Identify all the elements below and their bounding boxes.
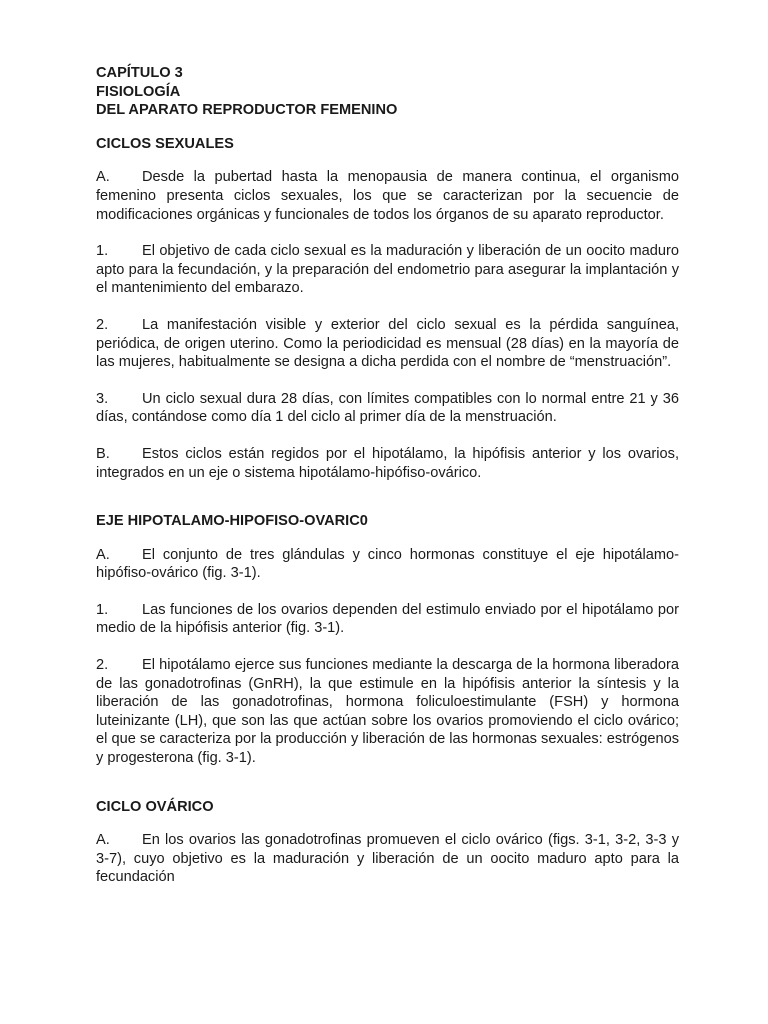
paragraph-text: El conjunto de tres glándulas y cinco hormonas constituye el eje hipotálamo-hipófiso-ovárico (fig. 3-1).: [96, 546, 679, 582]
section-title-eje-hipotalamo: EJE HIPOTALAMO-HIPOFISO-OVARIC0: [96, 513, 368, 530]
paragraph-text: La manifestación visible y exterior del ciclo sexual es la pérdida sanguínea, periódica, de origen uterino. Como la periodicidad es mensual (28 días) en la mayoría de las mujeres, habitualmente se designa a dicha perdida con el nombre de “menstruación”.: [96, 316, 679, 371]
paragraph-text: Estos ciclos están regidos por el hipotálamo, la hipófisis anterior y los ovarios, integrados en un eje o sistema hipotálamo-hipófiso-ovárico.: [96, 445, 679, 481]
paragraph: [96, 242, 679, 298]
paragraph-marker: 2.: [96, 316, 109, 333]
paragraph-marker: A.: [96, 169, 110, 186]
chapter-heading: [96, 64, 679, 120]
paragraph-marker: A.: [96, 832, 110, 849]
paragraph-text: Un ciclo sexual dura 28 días, con límites compatibles con lo normal entre 21 y 36 días, contándose como día 1 del ciclo al primer día de la menstruación.: [96, 390, 679, 426]
paragraph-text: El objetivo de cada ciclo sexual es la maduración y liberación de un oocito maduro apto para la fecundación, y la preparación del endometrio para asegurar la implantación y el mantenimiento del embarazo.: [96, 243, 679, 297]
paragraph: [96, 546, 679, 583]
section-title-ciclo-ovarico: CICLO OVÁRICO: [96, 798, 214, 815]
chapter-title-line-2: DEL APARATO REPRODUCTOR FEMENINO: [96, 102, 398, 119]
paragraph-text: En los ovarios las gonadotrofinas promueven el ciclo ovárico (figs. 3-1, 3-2, 3-3 y 3-7), cuyo objetivo es la maduración y liberación de un oocito maduro apto para la fecundación: [96, 832, 679, 886]
paragraph-text: Las funciones de los ovarios dependen del estimulo enviado por el hipotálamo por medio de la hipófisis anterior (fig. 3-1).: [96, 601, 679, 637]
paragraph-marker: 1.: [96, 601, 109, 618]
paragraph: [96, 316, 679, 372]
paragraph: [96, 601, 679, 638]
paragraph-text: Desde la pubertad hasta la menopausia de manera continua, el organismo femenino presenta ciclos sexuales, los que se caracterizan por la secuencie de modificaciones orgánicas y funcionales de todos los órganos de su aparato reproductor.: [96, 169, 679, 223]
paragraph: [96, 168, 679, 224]
paragraph-marker: A.: [96, 546, 110, 563]
paragraph: [96, 445, 679, 482]
chapter-title-line-1: FISIOLOGÍA: [96, 83, 181, 100]
paragraph-marker: 1.: [96, 243, 109, 260]
section-title-ciclos-sexuales: CICLOS SEXUALES: [96, 135, 234, 152]
paragraph-marker: B.: [96, 445, 110, 462]
chapter-number: CAPÍTULO 3: [96, 65, 183, 81]
paragraph: [96, 831, 679, 887]
paragraph: [96, 656, 679, 768]
paragraph-marker: 2.: [96, 657, 109, 674]
paragraph: [96, 390, 679, 427]
paragraph-marker: 3.: [96, 390, 109, 407]
paragraph-text: El hipotálamo ejerce sus funciones mediante la descarga de la hormona liberadora de las gonadotrofinas (GnRH), la que estimule en la hipófisis anterior la síntesis y la liberación de las gonadotrofinas, hormona foliculoestimulante (FSH) y hormona luteinizante (LH), que son las que actúan sobre los ovarios promoviendo el ciclo ovárico; el que se caracteriza por la producción y liberación de las hormonas sexuales: estrógenos y progesterona (fig. 3-1).: [96, 657, 679, 767]
